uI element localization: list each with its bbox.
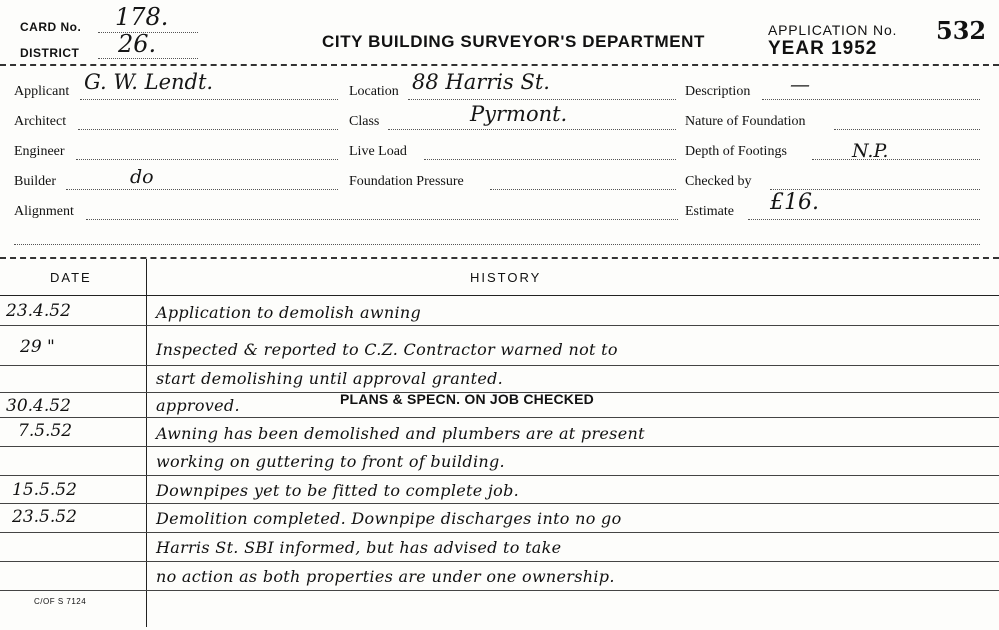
- location-label: Location: [349, 84, 399, 99]
- description-value: —: [790, 72, 810, 96]
- location-value: 88 Harris St.: [412, 70, 550, 94]
- history-date: 7.5.52: [18, 421, 73, 441]
- builder-value: do: [130, 166, 154, 188]
- nature-of-foundation-label: Nature of Foundation: [685, 114, 806, 129]
- estimate-label: Estimate: [685, 204, 734, 219]
- architect-label: Architect: [14, 114, 67, 129]
- class-label: Class: [349, 114, 380, 129]
- application-no-value: 532: [936, 16, 987, 45]
- header-row-line: [0, 295, 999, 296]
- card-no-value: 178.: [115, 3, 169, 31]
- history-line: Inspected & reported to C.Z. Contractor warned not to: [156, 340, 618, 359]
- history-date: 23.5.52: [12, 507, 77, 527]
- history-line: Application to demolish awning: [156, 303, 422, 322]
- department-title: CITY BUILDING SURVEYOR'S DEPARTMENT: [322, 32, 706, 51]
- depth-of-footings-label: Depth of Footings: [685, 144, 787, 159]
- history-line: Demolition completed. Downpipe discharges into no go: [156, 509, 622, 528]
- application-no-label: APPLICATION No.: [768, 22, 898, 38]
- live-load-label: Live Load: [349, 144, 407, 159]
- header-divider: [0, 64, 999, 66]
- builder-label: Builder: [14, 174, 56, 189]
- foundation-pressure-label: Foundation Pressure: [349, 174, 464, 189]
- applicant-value: G. W. Lendt.: [84, 70, 214, 94]
- application-year: YEAR 1952: [768, 38, 878, 59]
- history-date: 30.4.52: [6, 396, 71, 416]
- form-code: C/OF S 7124: [34, 597, 87, 606]
- history-divider: [0, 257, 999, 259]
- history-line: approved.: [156, 396, 240, 415]
- district-value: 26.: [118, 30, 157, 58]
- checked-by-label: Checked by: [685, 174, 752, 189]
- history-line: no action as both properties are under one ownership.: [156, 567, 615, 586]
- column-separator: [146, 259, 147, 627]
- applicant-label: Applicant: [14, 84, 70, 99]
- history-line: Harris St. SBI informed, but has advised to take: [156, 538, 562, 557]
- depth-of-footings-value: N.P.: [852, 140, 889, 162]
- history-line: start demolishing until approval granted.: [156, 369, 504, 388]
- description-label: Description: [685, 84, 751, 99]
- class-value: Pyrmont.: [470, 102, 568, 126]
- engineer-label: Engineer: [14, 144, 65, 159]
- date-column-header: DATE: [50, 270, 92, 285]
- alignment-label: Alignment: [14, 204, 74, 219]
- history-date: 23.4.52: [6, 301, 71, 321]
- card-no-label: CARD No.: [20, 20, 82, 34]
- district-label: DISTRICT: [20, 46, 80, 60]
- estimate-value: £16.: [770, 190, 819, 215]
- history-column-header: HISTORY: [470, 270, 542, 285]
- history-date: 29 ": [20, 337, 55, 357]
- history-line: working on guttering to front of building.: [156, 452, 505, 471]
- history-line: Downpipes yet to be fitted to complete job.: [156, 481, 520, 500]
- history-date: 15.5.52: [12, 480, 77, 500]
- plans-checked-stamp: PLANS & SPECN. ON JOB CHECKED: [340, 391, 594, 407]
- history-line: Awning has been demolished and plumbers are at present: [156, 424, 645, 443]
